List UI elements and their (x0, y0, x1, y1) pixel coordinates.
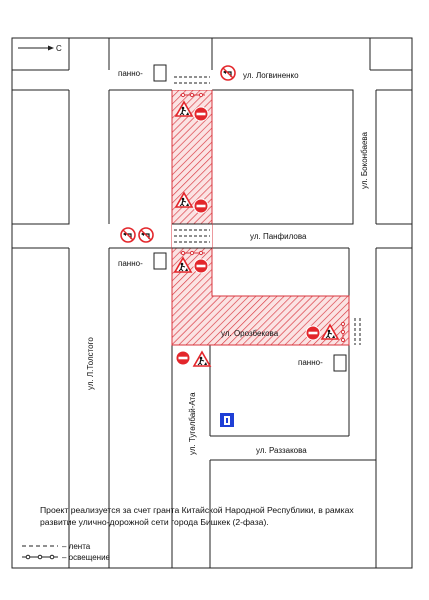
street-label-orozbekova: ул. Орозбекова (221, 329, 279, 338)
street-label-tolstogo: ул. Л.Толстого (86, 337, 95, 390)
no-entry-sign-icon (194, 107, 208, 121)
no-entry-sign-icon (176, 351, 190, 365)
parking-sign-icon (220, 413, 234, 427)
roadworks-sign-icon (194, 352, 210, 366)
panel-label: панно- (298, 358, 323, 367)
street-label-razzakova: ул. Раззакова (256, 446, 307, 455)
north-arrow-icon (18, 46, 54, 51)
legend (22, 542, 111, 562)
panel-box (154, 253, 166, 269)
legend-tape-label: – лента (62, 542, 91, 551)
street-label-bokonbaeva: ул. Боконбаева (360, 132, 369, 189)
street-label-panfilova: ул. Панфилова (250, 232, 307, 241)
project-note: Проект реализуется за счет гранта Китайской Народной Республики, в рамках развитие улично-дорожной сети города Бишкек (2-фаза). (40, 505, 354, 527)
no-left-turn-sign-icon (121, 228, 135, 242)
no-turn-sign-icon (139, 228, 153, 242)
street-label-loginenko: ул. Логвиненко (243, 71, 299, 80)
panel-box (334, 355, 346, 371)
panel-label: панно- (118, 259, 143, 268)
north-label: С (56, 44, 62, 53)
closure-zone (172, 90, 349, 345)
legend-lighting-label: – освещение (62, 553, 111, 562)
no-entry-sign-icon (194, 259, 208, 273)
street-label-tugolbai-ata: ул. Тугөлбай-Ата (188, 392, 197, 455)
no-entry-sign-icon (194, 199, 208, 213)
no-entry-sign-icon (306, 326, 320, 340)
panel-box (154, 65, 166, 81)
no-left-turn-sign-icon (221, 66, 235, 80)
legend-lighting-swatch (22, 555, 58, 559)
panel-label: панно- (118, 69, 143, 78)
